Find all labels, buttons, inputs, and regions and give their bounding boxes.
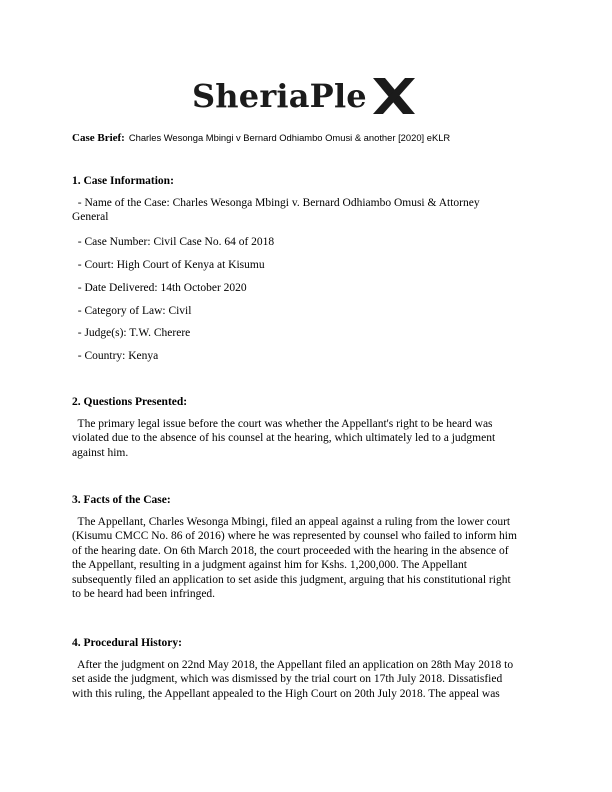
case-country: - Country: Kenya: [72, 350, 159, 362]
paragraph-line: (Kisumu CMCC No. 86 of 2016) where he was represented by counsel who failed to inform him: [72, 530, 517, 543]
section-heading-questions-presented: 2. Questions Presented:: [72, 396, 188, 408]
facts-paragraph: [72, 515, 542, 601]
paragraph-line: against him.: [72, 446, 129, 459]
paragraph-line: After the judgment on 22nd May 2018, the Appellant filed an application on 28th May 2018 to: [72, 659, 514, 671]
sheriaplex-logo: [192, 73, 420, 121]
case-date-delivered: - Date Delivered: 14th October 2020: [72, 282, 247, 294]
paragraph-line: of the hearing date. On 6th March 2018, the court proceeded with the hearing in the absence of: [72, 544, 509, 557]
case-court: - Court: High Court of Kenya at Kisumu: [72, 259, 265, 271]
paragraph-line: The Appellant, Charles Wesonga Mbingi, filed an appeal against a ruling from the lower court: [72, 516, 511, 528]
paragraph-line: set aside the judgment, which was dismissed by the trial court on 17th July 2018. Dissatisfied: [72, 673, 503, 686]
case-name: [72, 196, 542, 225]
section-heading-case-information: 1. Case Information:: [72, 175, 174, 187]
procedural-history-paragraph: [72, 658, 542, 701]
section-heading-procedural-history: 4. Procedural History:: [72, 637, 182, 649]
case-number: - Case Number: Civil Case No. 64 of 2018: [72, 236, 275, 248]
case-judges: - Judge(s): T.W. Cherere: [72, 327, 191, 339]
paragraph-line: The primary legal issue before the court was whether the Appellant's right to be heard was: [72, 418, 493, 430]
paragraph-line: with this ruling, the Appellant appealed to the High Court on 20th July 2018. The appeal was: [72, 687, 500, 700]
case-brief-label: Case Brief:: [72, 132, 125, 144]
paragraph-line: to be heard had been infringed.: [72, 588, 216, 601]
paragraph-line: subsequently filed an application to set aside this judgment, arguing that his constitutional right: [72, 573, 511, 586]
case-brief-line: [72, 128, 552, 146]
case-name-line: General: [72, 211, 109, 224]
case-brief-title: Charles Wesonga Mbingi v Bernard Odhiambo Omusi & another [2020] eKLR: [128, 132, 451, 143]
paragraph-line: the Appellant, resulting in a judgment against him for Kshs. 1,200,000. The Appellant: [72, 559, 467, 572]
case-category: - Category of Law: Civil: [72, 305, 192, 317]
section-heading-facts: 3. Facts of the Case:: [72, 494, 171, 506]
case-name-line: - Name of the Case: Charles Wesonga Mbingi v. Bernard Odhiambo Omusi & Attorney: [72, 197, 480, 209]
logo-wordmark: SheriaPle: [192, 77, 367, 115]
x-mark-icon: [371, 75, 417, 117]
paragraph-line: violated due to the absence of his counsel at the hearing, which ultimately led to a judgment: [72, 432, 496, 445]
questions-paragraph: [72, 417, 542, 460]
